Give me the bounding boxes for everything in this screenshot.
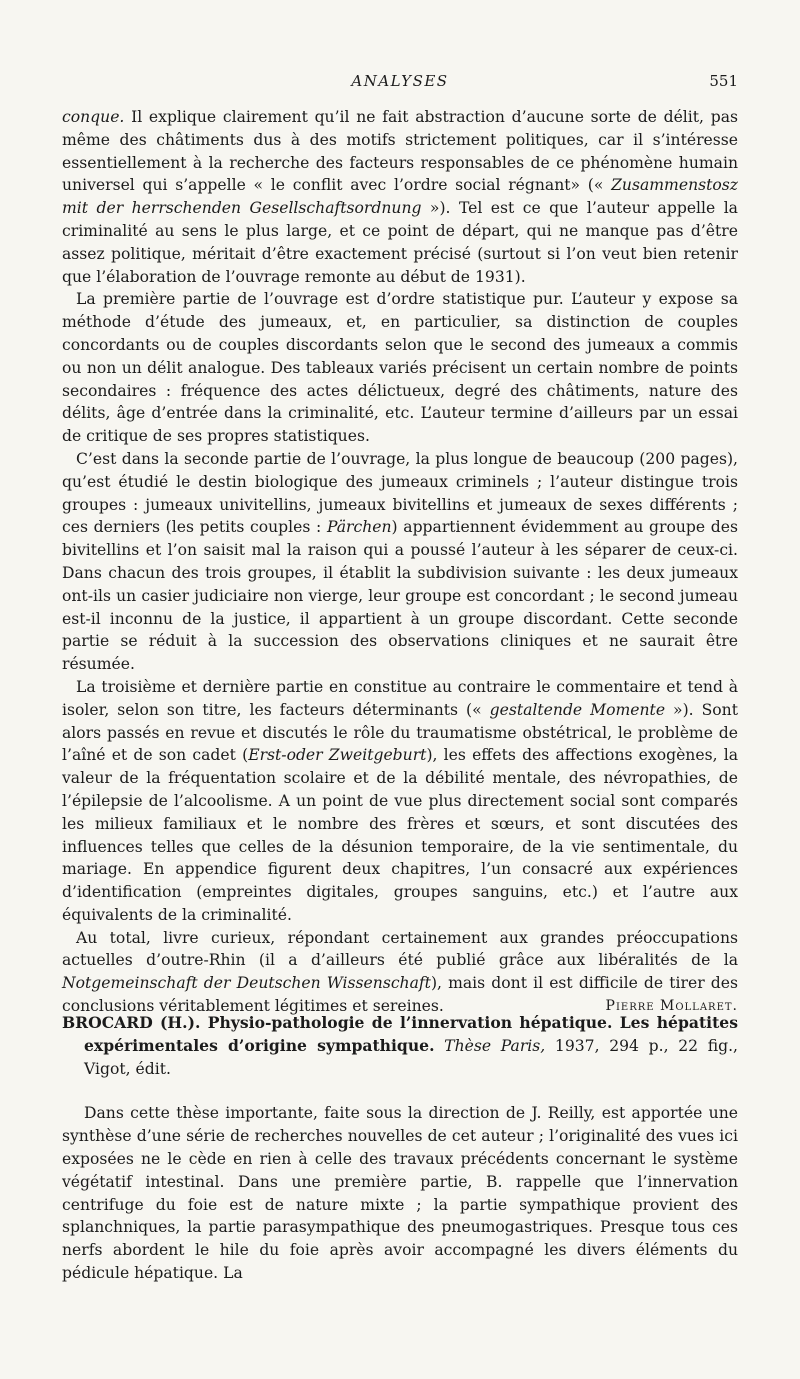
paragraph-3 <box>62 448 738 676</box>
paragraph-4-text-b: »). Sont alors passés en revue et discutés le rôle du traumatisme obstétrical, le problème de l’aîné et de son cadet ( <box>62 700 738 765</box>
paragraph-1-text-b: »). Tel est ce que l’auteur appelle la criminalité au sens le plus large, et ce point de départ, qui ne manque pas d’être assez politique, méritait d’être exactement précisé (surtout si l’on veut bien retenir que l’élaboration de l’ouvrage remonte au début de 1931). <box>62 199 738 286</box>
paragraph-1-german-term: Zusammenstosz mit der herrschenden Gesellschaftsordnung <box>62 176 738 218</box>
paragraph-5-text-b: ), mais dont il est difficile de tirer des conclusions véritablement légitimes et sereines. <box>62 974 738 1016</box>
paragraph-2: La première partie de l’ouvrage est d’ordre statistique pur. L’auteur y expose sa méthode d’étude des jumeaux, et, en particulier, sa distinction de couples concordants ou de couples discordants selon que le second des jumeaux a commis ou non un délit analogue. Des tableaux variés précisent un certain nombre de points secondaires : fréquence des actes délictueux, degré des châtiments, nature des délits, âge d’entrée dans la criminalité, etc. L’auteur termine d’ailleurs par un essai de critique de ses propres statistiques. <box>62 290 738 446</box>
review-heading <box>62 1012 738 1080</box>
paragraph-3-text-a: C’est dans la seconde partie de l’ouvrage, la plus longue de beaucoup (200 pages), qu’est étudié le destin biologique des jumeaux criminels ; l’auteur distingue trois groupes : jumeaux univitellins, jumeaux bivitellins et jumeaux de sexes différents ; ces derniers (les petits couples : <box>62 449 738 537</box>
paragraph-3-text-b: ) appartiennent évidemment au groupe des bivitellins et l’on saisit mal la raison qui a poussé l’auteur à les séparer de ceux-ci. Dans chacun des trois groupes, il établit la subdivision suivante : les deux jumeaux ont-ils un casier judiciaire non vierge, leur groupe est concordant ; le second jumeau est-il inconnu de la justice, il appartient à un groupe discordant. Cette seconde partie se réduit à la succession des observations cliniques et ne saurait être résumée. <box>62 518 738 674</box>
review-author: BROCARD (H.). <box>62 1013 201 1032</box>
review-title: Physio-pathologie de l’innervation hépatique. Les hépatites expérimentales d’origine sympathique. <box>84 1013 738 1055</box>
paragraph-1-lead: conque. <box>62 108 125 126</box>
paragraph-4-german-term-2: Erst-oder Zweitgeburt <box>248 746 427 765</box>
paragraph-5-institution: Notgemeinschaft der Deutschen Wissenschaft <box>62 974 431 993</box>
review-continuation <box>62 106 738 1018</box>
page-number: 551 <box>709 72 738 90</box>
review-publication-details: 1937, 294 p., 22 fig., Vigot, édit. <box>84 1036 739 1078</box>
paragraph-5-text-a: Au total, livre curieux, répondant certainement aux grandes préoccupations actuelles d’outre-Rhin (il a d’ailleurs été publié grâce aux libéralités de la <box>62 928 738 970</box>
review-body <box>62 1102 738 1284</box>
paragraph-3-german-term: Pärchen <box>326 518 392 537</box>
paragraph-1-text-a: Il explique clairement qu’il ne fait abstraction d’aucune sorte de délit, pas même des châtiments dus à des motifs strictement politiques, car il s’intéresse essentiellement à la recherche des facteurs responsables de ce phénomène humain universel qui s’appelle « le conflit avec l’ordre social régnant» (« <box>62 108 738 195</box>
paragraph-4-german-term-1: gestaltende Momente <box>489 700 666 719</box>
paragraph-4-text-c: ), les effets des affections exogènes, la valeur de la fréquentation scolaire et de la débilité mentale, des névropathies, de l’épilepsie de l’alcoolisme. A un point de vue plus directement social sont comparés les milieux familiaux et le nombre des frères et sœurs, et sont discutées des influences telles que celles de la désunion temporaire, de la vie sentimentale, du mariage. En appendice figurent deux chapitres, l’un consacré aux expériences d’identification (empreintes digitales, groupes sanguins, etc.) et l’autre aux équivalents de la criminalité. <box>62 746 739 924</box>
paragraph-1 <box>62 106 738 288</box>
running-title: ANALYSES <box>351 72 449 90</box>
review-brocard <box>62 1012 738 1285</box>
paragraph-5 <box>62 927 738 1018</box>
reviewer-signature: Pierre Mollaret. <box>605 998 738 1015</box>
paragraph-4 <box>62 676 738 927</box>
running-head <box>62 72 738 96</box>
paragraph-4-text-a: La troisième et dernière partie en constitue au contraire le commentaire et tend à isoler, selon son titre, les facteurs déterminants (« <box>62 677 738 719</box>
review-publication: Thèse Paris, <box>434 1036 546 1055</box>
review-body-paragraph: Dans cette thèse importante, faite sous la direction de J. Reilly, est apportée une synthèse d’une série de recherches nouvelles de cet auteur ; l’originalité des vues ici exposées ne le cède en rien à celle des travaux précédents concernant le système végétatif intestinal. Dans une première partie, B. rappelle que l’innervation centrifuge du foie est de nature mixte ; la partie sympathique provient des splanchniques, la partie parasympathique des pneumogastriques. Presque tous ces nerfs abordent le hile du foie après avoir accompagné les divers éléments du pédicule hépatique. La <box>62 1104 738 1282</box>
